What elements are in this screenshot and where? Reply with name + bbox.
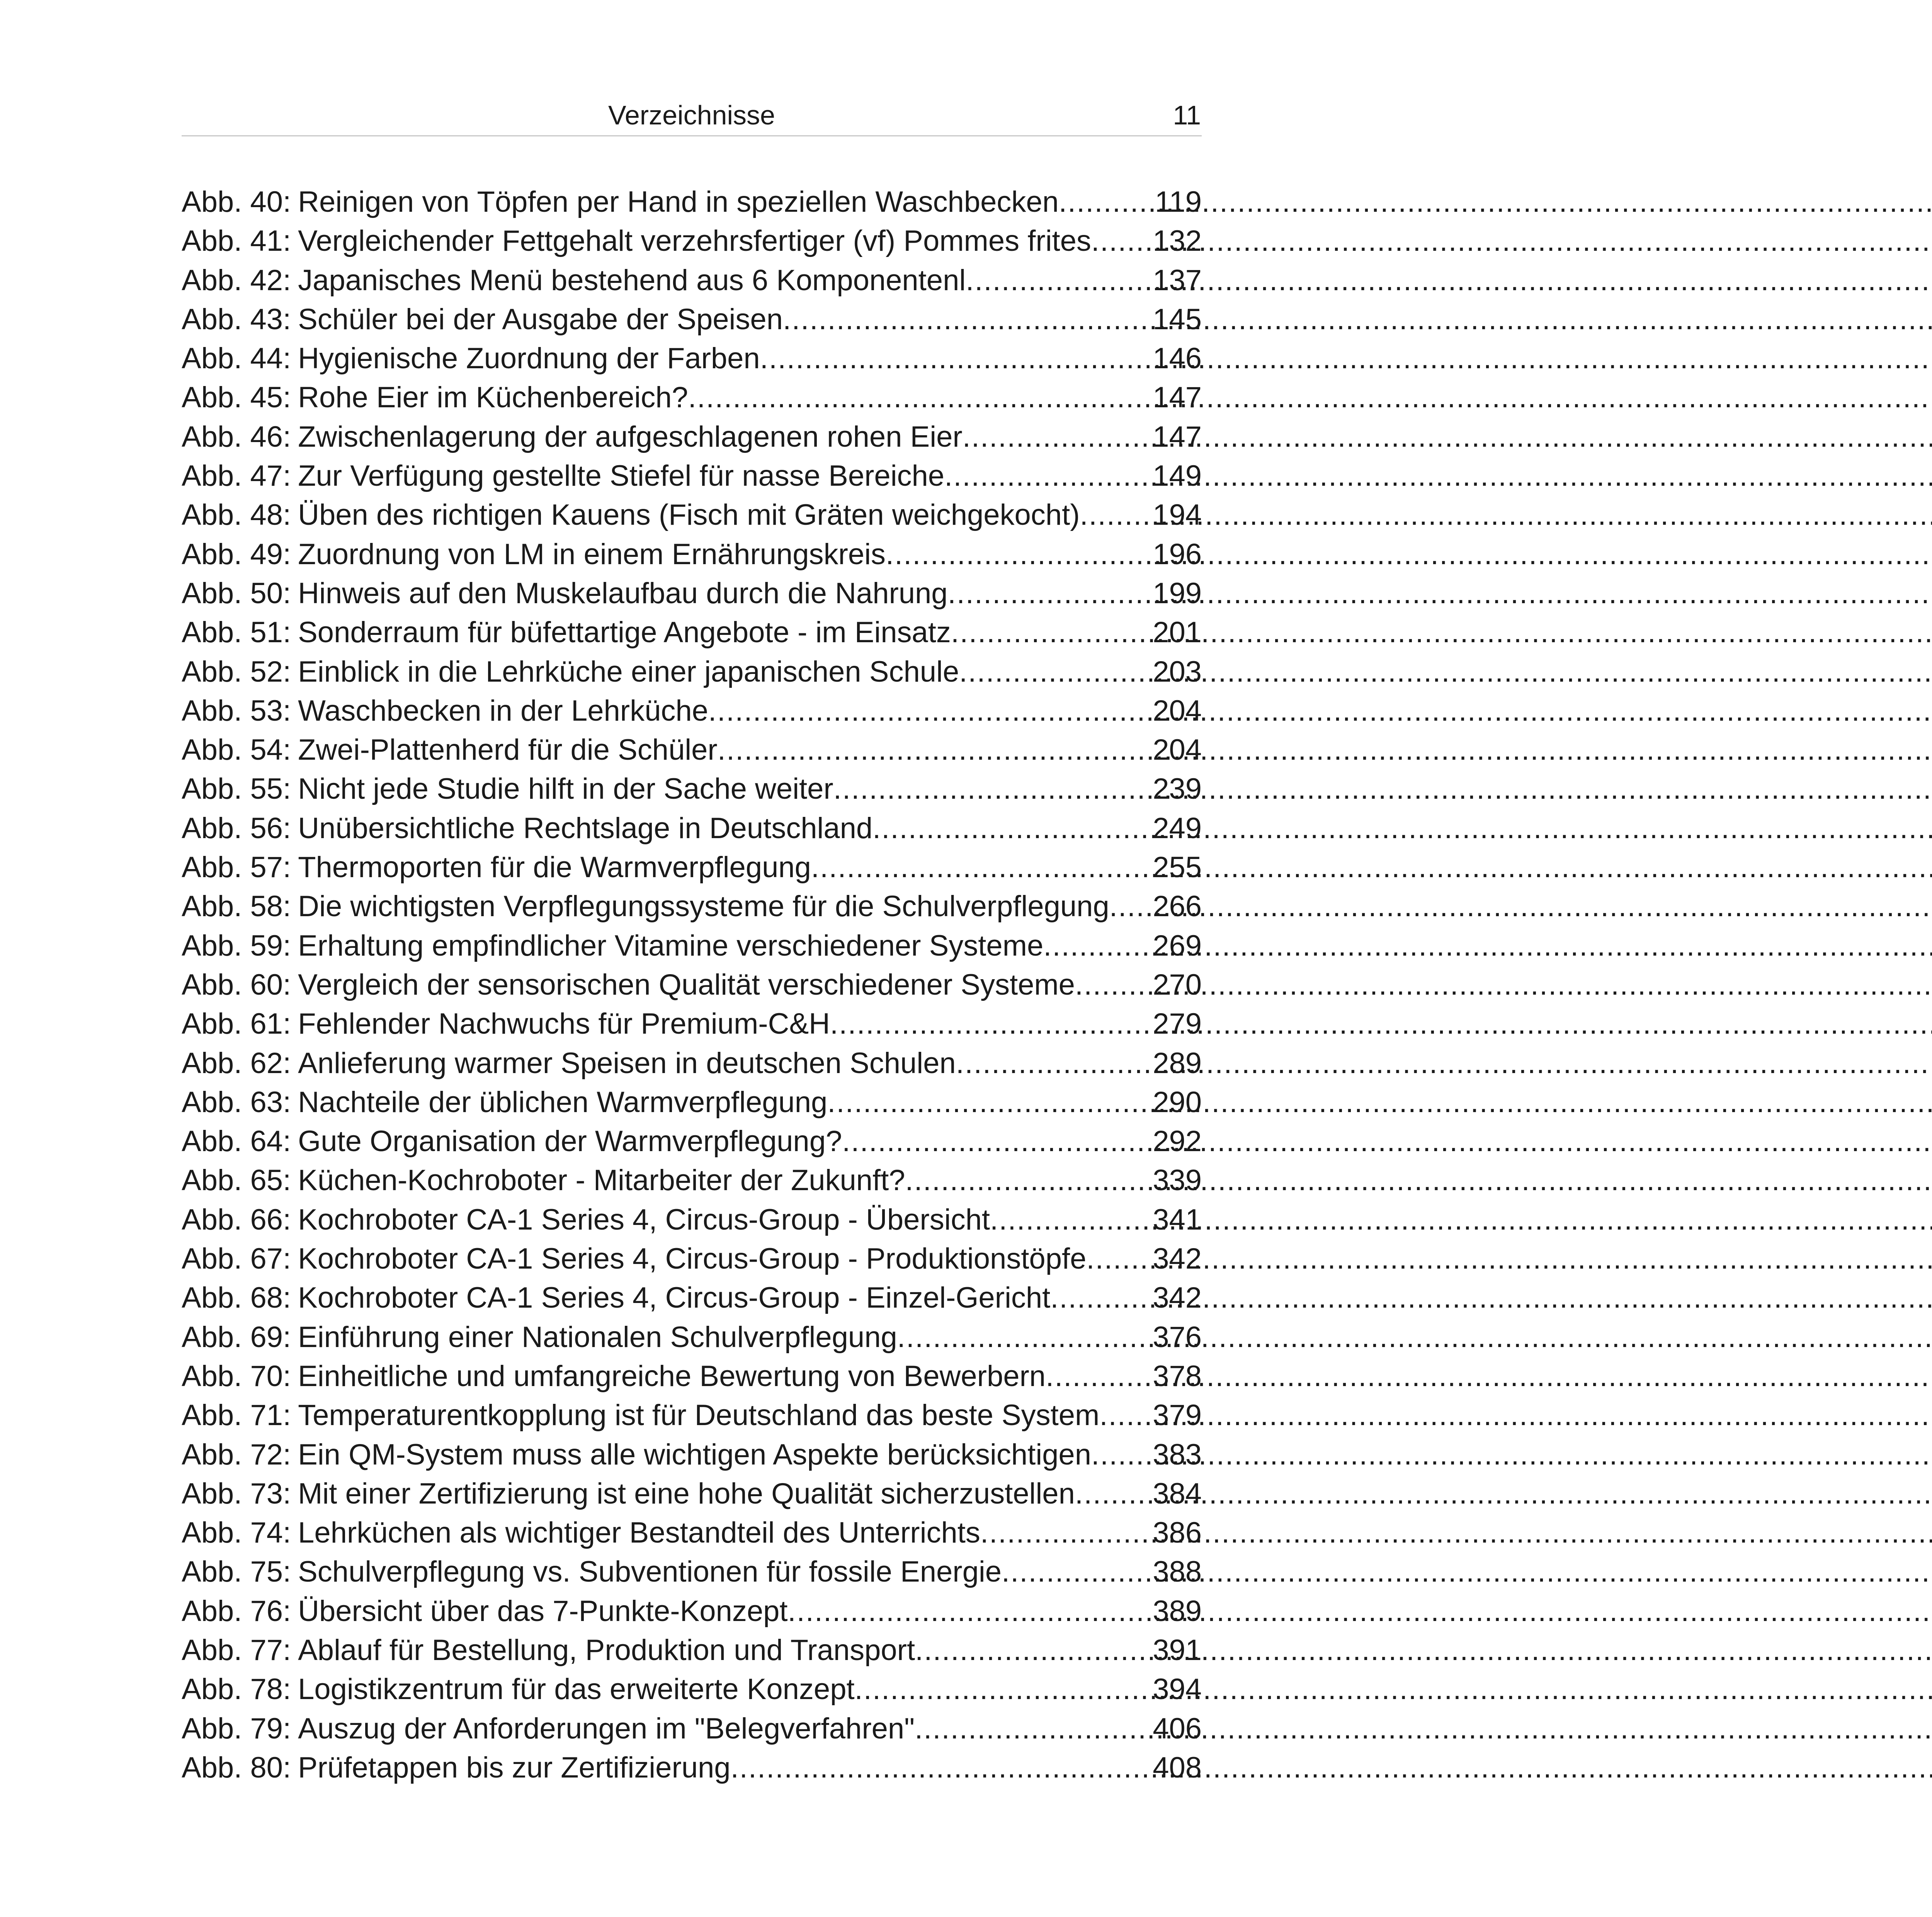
dot-leader xyxy=(905,1161,1153,1200)
figure-page-number: 339 xyxy=(1153,1164,1202,1197)
figure-label: Abb. 54: xyxy=(182,733,291,767)
figure-title: Kochroboter CA-1 Series 4, Circus-Group - Produktionstöpfe xyxy=(298,1242,1087,1276)
figure-entry xyxy=(182,1631,1202,1670)
dot-leader xyxy=(915,1631,1153,1670)
figure-label: Abb. 41: xyxy=(182,225,291,258)
dot-leader xyxy=(886,535,1153,574)
figure-entry xyxy=(182,535,1202,574)
figure-page-number: 378 xyxy=(1153,1359,1202,1393)
figure-title: Einheitliche und umfangreiche Bewertung von Bewerbern xyxy=(298,1359,1046,1393)
dot-leader xyxy=(980,1513,1153,1552)
figure-label: Abb. 78: xyxy=(182,1673,291,1706)
figure-page-number: 342 xyxy=(1153,1242,1202,1276)
dot-leader xyxy=(827,1083,1153,1122)
figure-entry xyxy=(182,1396,1202,1435)
figure-label: Abb. 51: xyxy=(182,616,291,649)
figure-title: Schulverpflegung vs. Subventionen für fossile Energie xyxy=(298,1555,1002,1589)
figure-page-number: 201 xyxy=(1153,616,1202,649)
figure-entry xyxy=(182,339,1202,378)
figure-page-number: 203 xyxy=(1153,655,1202,688)
figure-entry xyxy=(182,848,1202,887)
dot-leader xyxy=(1091,221,1153,260)
figure-label: Abb. 49: xyxy=(182,538,291,571)
figure-page-number: 199 xyxy=(1153,577,1202,610)
dot-leader xyxy=(760,339,1153,378)
dot-leader xyxy=(963,417,1153,456)
figure-label: Abb. 72: xyxy=(182,1438,291,1471)
running-header xyxy=(182,93,1202,136)
figure-label: Abb. 40: xyxy=(182,185,291,218)
dot-leader xyxy=(915,1709,1153,1748)
figure-title: Üben des richtigen Kauens (Fisch mit Gräten weichgekocht) xyxy=(298,498,1080,532)
figure-label: Abb. 77: xyxy=(182,1633,291,1667)
figure-title: Thermoporten für die Warmverpflegung xyxy=(298,851,811,884)
figure-title: Zwei-Plattenherd für die Schüler xyxy=(298,733,718,767)
dot-leader xyxy=(1059,182,1155,221)
figure-page-number: 379 xyxy=(1153,1399,1202,1432)
figure-page-number: 132 xyxy=(1153,225,1202,258)
figure-entry xyxy=(182,691,1202,730)
figure-title: Nachteile der üblichen Warmverpflegung xyxy=(298,1085,828,1119)
figure-label: Abb. 80: xyxy=(182,1751,291,1784)
dot-leader xyxy=(944,456,1153,495)
figure-entry xyxy=(182,1161,1202,1200)
figure-label: Abb. 50: xyxy=(182,577,291,610)
figure-entry xyxy=(182,1357,1202,1396)
figure-title: Japanisches Menü bestehend aus 6 Komponentenl xyxy=(298,264,966,297)
figure-title: Waschbecken in der Lehrküche xyxy=(298,694,708,727)
figure-entry xyxy=(182,730,1202,769)
dot-leader xyxy=(959,652,1153,691)
figure-title: Prüfetappen bis zur Zertifizierung xyxy=(298,1751,731,1784)
dot-leader xyxy=(1075,965,1153,1004)
figure-title: Kochroboter CA-1 Series 4, Circus-Group - Übersicht xyxy=(298,1203,990,1236)
dot-leader xyxy=(811,848,1153,887)
figure-title: Temperaturentkopplung ist für Deutschland das beste System xyxy=(298,1399,1100,1432)
figure-title: Einführung einer Nationalen Schulverpflegung xyxy=(298,1320,897,1354)
figure-entry xyxy=(182,574,1202,613)
dot-leader xyxy=(855,1670,1153,1709)
figure-title: Sonderraum für büfettartige Angebote - im Einsatz xyxy=(298,616,951,649)
figure-title: Gute Organisation der Warmverpflegung? xyxy=(298,1125,842,1158)
figure-page-number: 376 xyxy=(1153,1320,1202,1354)
section-title: Verzeichnisse xyxy=(608,100,775,130)
figure-entry xyxy=(182,613,1202,652)
figure-page-number: 406 xyxy=(1153,1712,1202,1745)
figure-title: Schüler bei der Ausgabe der Speisen xyxy=(298,303,783,336)
figure-label: Abb. 43: xyxy=(182,303,291,336)
figure-page-number: 147 xyxy=(1153,381,1202,414)
figure-label: Abb. 56: xyxy=(182,811,291,845)
page-number: 11 xyxy=(1173,100,1201,130)
figure-entry xyxy=(182,495,1202,534)
dot-leader xyxy=(830,1004,1153,1043)
figure-label: Abb. 76: xyxy=(182,1594,291,1628)
figure-page-number: 149 xyxy=(1153,459,1202,493)
figure-page-number: 386 xyxy=(1153,1516,1202,1550)
figure-label: Abb. 44: xyxy=(182,342,291,375)
figure-entry xyxy=(182,182,1202,221)
figure-entry xyxy=(182,1592,1202,1631)
figure-entry xyxy=(182,261,1202,300)
figure-title: Rohe Eier im Küchenbereich? xyxy=(298,381,688,414)
figure-page-number: 389 xyxy=(1153,1594,1202,1628)
figure-page-number: 196 xyxy=(1153,538,1202,571)
dot-leader xyxy=(731,1748,1153,1787)
figure-label: Abb. 73: xyxy=(182,1477,291,1510)
figure-title: Ablauf für Bestellung, Produktion und Transport xyxy=(298,1633,915,1667)
dot-leader xyxy=(783,300,1153,339)
figure-entry xyxy=(182,1709,1202,1748)
figure-entry xyxy=(182,378,1202,417)
dot-leader xyxy=(966,261,1153,300)
figure-page-number: 255 xyxy=(1153,851,1202,884)
dot-leader xyxy=(1080,495,1153,534)
figure-page-number: 145 xyxy=(1153,303,1202,336)
figure-entry xyxy=(182,1670,1202,1709)
figure-entry xyxy=(182,1083,1202,1122)
figure-label: Abb. 58: xyxy=(182,890,291,923)
figure-label: Abb. 47: xyxy=(182,459,291,493)
figure-label: Abb. 79: xyxy=(182,1712,291,1745)
figure-label: Abb. 71: xyxy=(182,1399,291,1432)
figure-entry xyxy=(182,456,1202,495)
figure-title: Hygienische Zuordnung der Farben xyxy=(298,342,760,375)
figure-entry xyxy=(182,965,1202,1004)
figure-label: Abb. 42: xyxy=(182,264,291,297)
dot-leader xyxy=(833,769,1153,808)
figure-entry xyxy=(182,769,1202,808)
list-of-figures xyxy=(182,182,1202,1787)
dot-leader xyxy=(718,730,1153,769)
figure-entry xyxy=(182,417,1202,456)
dot-leader xyxy=(956,1044,1153,1083)
figure-page-number: 391 xyxy=(1153,1633,1202,1667)
dot-leader xyxy=(948,574,1153,613)
figure-title: Vergleichender Fettgehalt verzehrsfertiger (vf) Pommes frites xyxy=(298,225,1091,258)
figure-entry xyxy=(182,1239,1202,1278)
figure-entry xyxy=(182,1474,1202,1513)
dot-leader xyxy=(1109,887,1153,926)
figure-entry xyxy=(182,1200,1202,1239)
figure-label: Abb. 68: xyxy=(182,1281,291,1315)
figure-title: Logistikzentrum für das erweiterte Konzept xyxy=(298,1673,855,1706)
figure-page-number: 239 xyxy=(1153,772,1202,806)
figure-label: Abb. 59: xyxy=(182,929,291,962)
figure-label: Abb. 63: xyxy=(182,1085,291,1119)
figure-label: Abb. 74: xyxy=(182,1516,291,1550)
figure-title: Erhaltung empfindlicher Vitamine verschiedener Systeme xyxy=(298,929,1044,962)
figure-page-number: 119 xyxy=(1155,185,1202,218)
dot-leader xyxy=(1002,1552,1153,1591)
figure-title: Ein QM-System muss alle wichtigen Aspekte berücksichtigen xyxy=(298,1438,1091,1471)
dot-leader xyxy=(1046,1357,1153,1396)
figure-entry xyxy=(182,300,1202,339)
dot-leader xyxy=(951,613,1153,652)
dot-leader xyxy=(787,1592,1153,1631)
dot-leader xyxy=(1050,1278,1153,1317)
figure-entry xyxy=(182,1513,1202,1552)
figure-title: Zwischenlagerung der aufgeschlagenen rohen Eier xyxy=(298,420,963,453)
figure-title: Die wichtigsten Verpflegungssysteme für die Schulverpflegung xyxy=(298,890,1109,923)
figure-page-number: 194 xyxy=(1153,498,1202,532)
figure-page-number: 204 xyxy=(1153,733,1202,767)
figure-title: Zuordnung von LM in einem Ernährungskreis xyxy=(298,538,886,571)
dot-leader xyxy=(1043,926,1153,965)
figure-title: Lehrküchen als wichtiger Bestandteil des Unterrichts xyxy=(298,1516,980,1550)
figure-label: Abb. 61: xyxy=(182,1007,291,1041)
figure-title: Fehlender Nachwuchs für Premium-C&H xyxy=(298,1007,830,1041)
figure-title: Mit einer Zertifizierung ist eine hohe Qualität sicherzustellen xyxy=(298,1477,1075,1510)
figure-label: Abb. 53: xyxy=(182,694,291,727)
figure-title: Nicht jede Studie hilft in der Sache weiter xyxy=(298,772,833,806)
figure-title: Anlieferung warmer Speisen in deutschen Schulen xyxy=(298,1046,956,1080)
figure-title: Zur Verfügung gestellte Stiefel für nasse Bereiche xyxy=(298,459,945,493)
figure-label: Abb. 64: xyxy=(182,1125,291,1158)
figure-label: Abb. 60: xyxy=(182,968,291,1001)
figure-title: Übersicht über das 7-Punkte-Konzept xyxy=(298,1594,788,1628)
figure-title: Küchen-Kochroboter - Mitarbeiter der Zukunft? xyxy=(298,1164,905,1197)
figure-entry xyxy=(182,221,1202,260)
dot-leader xyxy=(708,691,1153,730)
figure-page-number: 249 xyxy=(1153,811,1202,845)
figure-title: Unübersichtliche Rechtslage in Deutschland xyxy=(298,811,873,845)
figure-page-number: 269 xyxy=(1153,929,1202,962)
figure-page-number: 137 xyxy=(1153,264,1202,297)
figure-entry xyxy=(182,1122,1202,1161)
figure-label: Abb. 57: xyxy=(182,851,291,884)
figure-label: Abb. 62: xyxy=(182,1046,291,1080)
figure-title: Einblick in die Lehrküche einer japanischen Schule xyxy=(298,655,959,688)
dot-leader xyxy=(842,1122,1153,1161)
dot-leader xyxy=(1091,1435,1153,1474)
figure-page-number: 292 xyxy=(1153,1125,1202,1158)
figure-page-number: 342 xyxy=(1153,1281,1202,1315)
figure-page-number: 384 xyxy=(1153,1477,1202,1510)
figure-label: Abb. 69: xyxy=(182,1320,291,1354)
figure-page-number: 289 xyxy=(1153,1046,1202,1080)
figure-label: Abb. 67: xyxy=(182,1242,291,1276)
figure-page-number: 394 xyxy=(1153,1673,1202,1706)
figure-title: Hinweis auf den Muskelaufbau durch die Nahrung xyxy=(298,577,948,610)
figure-entry xyxy=(182,1004,1202,1043)
dot-leader xyxy=(897,1318,1153,1357)
figure-entry xyxy=(182,1435,1202,1474)
figure-label: Abb. 46: xyxy=(182,420,291,453)
figure-entry xyxy=(182,809,1202,848)
figure-page-number: 147 xyxy=(1153,420,1202,453)
figure-entry xyxy=(182,887,1202,926)
figure-label: Abb. 75: xyxy=(182,1555,291,1589)
figure-page-number: 279 xyxy=(1153,1007,1202,1041)
figure-title: Reinigen von Töpfen per Hand in speziellen Waschbecken xyxy=(298,185,1059,218)
dot-leader xyxy=(1075,1474,1153,1513)
figure-label: Abb. 52: xyxy=(182,655,291,688)
figure-title: Vergleich der sensorischen Qualität verschiedener Systeme xyxy=(298,968,1075,1001)
figure-label: Abb. 65: xyxy=(182,1164,291,1197)
figure-title: Kochroboter CA-1 Series 4, Circus-Group - Einzel-Gericht xyxy=(298,1281,1051,1315)
figure-page-number: 388 xyxy=(1153,1555,1202,1589)
figure-entry xyxy=(182,1318,1202,1357)
figure-page-number: 383 xyxy=(1153,1438,1202,1471)
figure-page-number: 270 xyxy=(1153,968,1202,1001)
figure-page-number: 408 xyxy=(1153,1751,1202,1784)
figure-entry xyxy=(182,926,1202,965)
dot-leader xyxy=(1099,1396,1153,1435)
figure-entry xyxy=(182,1278,1202,1317)
figure-entry xyxy=(182,652,1202,691)
dot-leader xyxy=(688,378,1153,417)
figure-page-number: 341 xyxy=(1153,1203,1202,1236)
figure-page-number: 146 xyxy=(1153,342,1202,375)
figure-entry xyxy=(182,1748,1202,1787)
figure-page-number: 204 xyxy=(1153,694,1202,727)
figure-title: Auszug der Anforderungen im "Belegverfahren" xyxy=(298,1712,915,1745)
figure-page-number: 290 xyxy=(1153,1085,1202,1119)
figure-page-number: 266 xyxy=(1153,890,1202,923)
figure-label: Abb. 70: xyxy=(182,1359,291,1393)
dot-leader xyxy=(1086,1239,1153,1278)
figure-label: Abb. 48: xyxy=(182,498,291,532)
figure-label: Abb. 55: xyxy=(182,772,291,806)
figure-entry xyxy=(182,1552,1202,1591)
dot-leader xyxy=(990,1200,1153,1239)
figure-label: Abb. 66: xyxy=(182,1203,291,1236)
dot-leader xyxy=(872,809,1153,848)
figure-label: Abb. 45: xyxy=(182,381,291,414)
figure-entry xyxy=(182,1044,1202,1083)
